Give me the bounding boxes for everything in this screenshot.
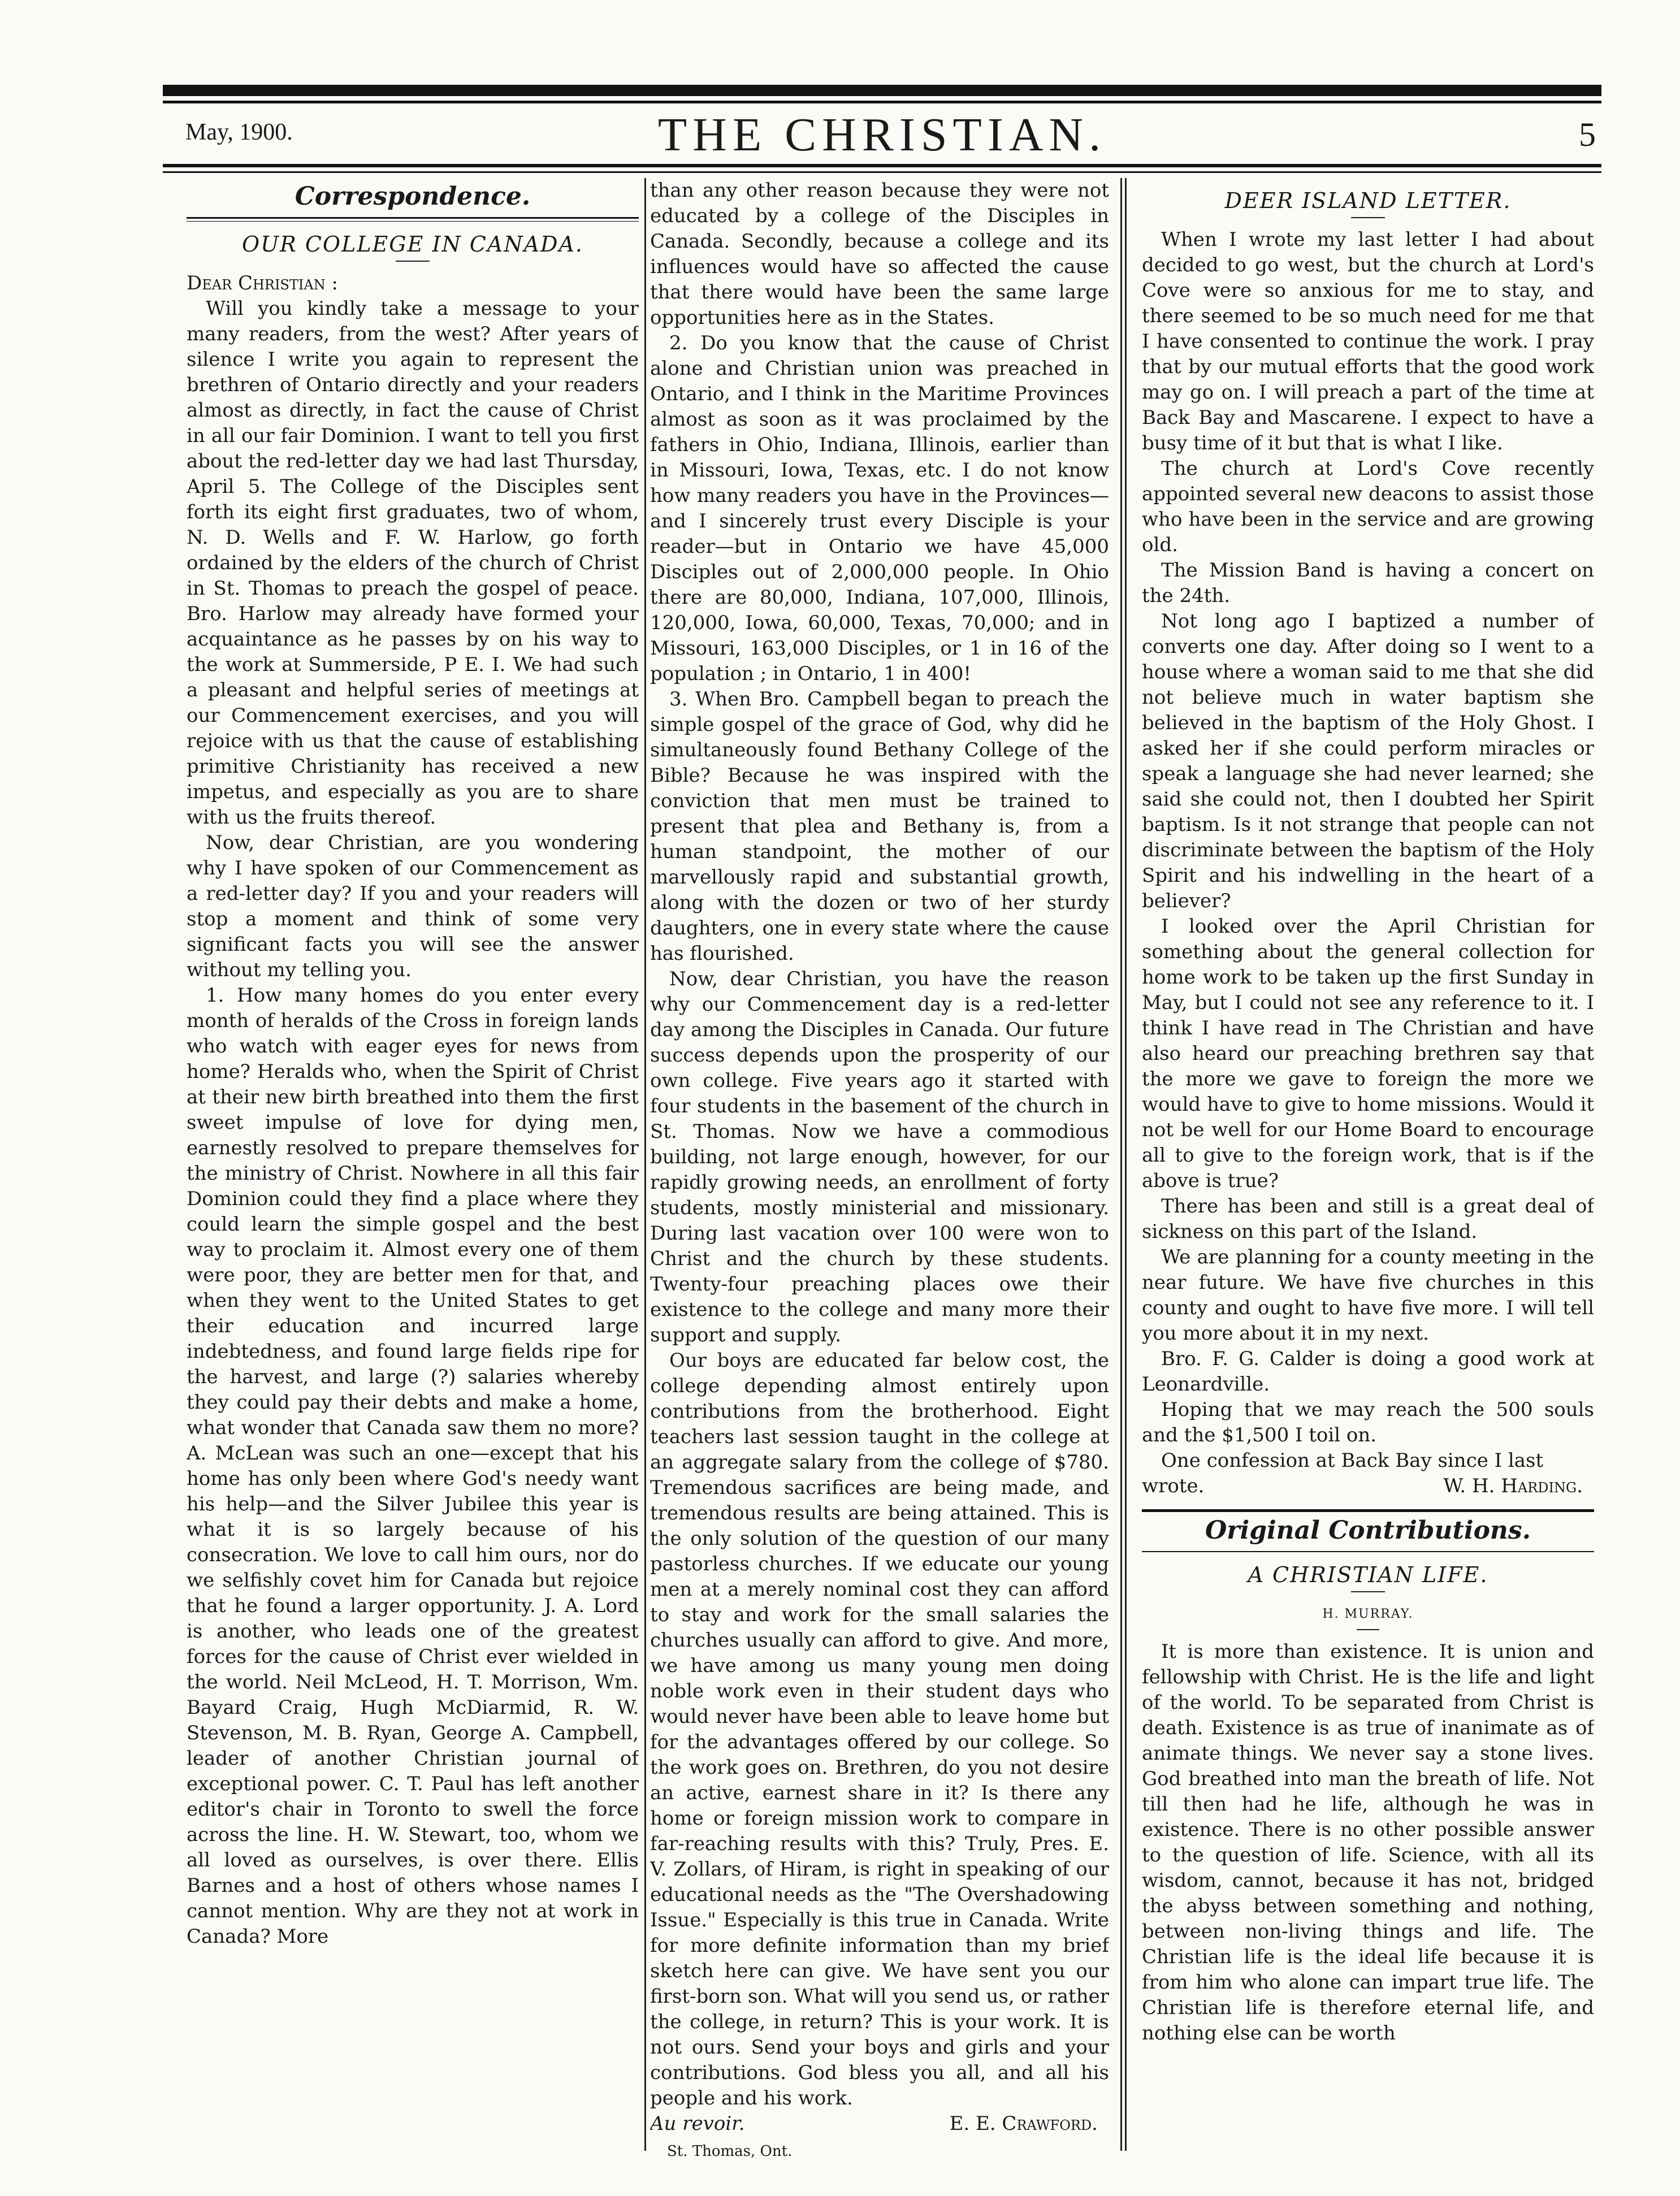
paragraph: Bro. F. G. Calder is doing a good work at Leonardville.: [1142, 1348, 1594, 1396]
signoff: Au revoir.: [650, 2112, 745, 2135]
author-dash: [1357, 1629, 1379, 1630]
paragraph: When I wrote my last letter I had about decided to go west, but the church at Lord's Cove were so anxious for me to stay, and there seemed to be so much need for me that I have consented to continue the work. I pray that by our mutual efforts that the good work may go on. I will preach a part of the time at Back Bay and Mascarene. I expect to have a busy time of it but that is what I like.: [1142, 228, 1594, 454]
article-author: H. MURRAY.: [1322, 1607, 1414, 1621]
paragraph: Now, dear Christian, are you wondering why I have spoken of our Commencement as a red-letter day? If you and your readers will stop a moment and think of some very significant facts you will see the answer without my telling you.: [187, 831, 639, 981]
article-title: A CHRISTIAN LIFE.: [1248, 1562, 1488, 1587]
paragraph: The church at Lord's Cove recently appointed several new deacons to assist those who have been in the service and are growing old.: [1142, 457, 1594, 556]
masthead-rule-thin: [163, 171, 1601, 173]
paragraph: Will you kindly take a message to your many readers, from the west? After years of silence I write you again to represent the brethren of Ontario directly and your readers almost as directly, in fact the cause of Christ in all our fair Dominion. I want to tell you first about the red-letter day we had last Thursday, April 5. The College of the Disciples sent forth its eight first graduates, two of whom, N. D. Wells and F. W. Harlow, go forth ordained by the elders of the church of Christ in St. Thomas to preach the gospel of peace. Bro. Harlow may already have formed your acquaintance as he passes by on his way to the work at Summerside, P E. I. We had such a pleasant and helpful series of meetings at our Commencement exercises, and you will rejoice with us that the cause of establishing primitive Christianity has received a new impetus, and especially as you are to share with us the fruits thereof.: [187, 297, 639, 829]
location: St. Thomas, Ont.: [667, 2143, 793, 2160]
paragraph: Our boys are educated far below cost, the college depending almost entirely upon contributions from the brotherhood. Eight teachers last session taught in the college at an aggregate salary from the college of $780. Tremendous sacrifices are being made, and tremendous results are being attained. This is the only solution of the question of our many pastorless churches. If we educate our young men at a merely nominal cost they can afford to stay and work for the small salaries the churches usually can afford to give. And more, we have among us many young men doing noble work even in their student days who would never have been able to leave home but for the advantages offered by our college. So the work goes on. Brethren, do you not desire an active, earnest share in it? Is there any home or foreign mission work to compare in far-reaching results with this? Truly, Pres. E. V. Zollars, of Hiram, is right in speaking of our educational needs as the "The Overshadowing Issue." Especially is this true in Canada. Write for more definite information than my brief sketch here can give. We have sent you our first-born son. What will you send us, or rather the college, in return? This is your work. It is not ours. Send your boys and girls and your contributions. God bless you all, and all his people and his work.: [650, 1349, 1109, 2110]
paragraph: than any other reason because they were not educated by a college of the Disciples in Canada. Secondly, because a college and its influences would have so affected the cause that there would have been the same large opportunities here as in the States.: [650, 179, 1109, 329]
section-rule-thick: [1142, 1509, 1594, 1512]
author-signature: E. E. Crawford.: [949, 2112, 1098, 2135]
paragraph: 2. Do you know that the cause of Christ alone and Christian union was preached in Ontario, and I think in the Maritime Provinces almost as soon as it was proclaimed by the fathers in Ohio, Indiana, Illinois, earlier than in Missouri, Iowa, Texas, etc. I do not know how many readers you have in the Provinces—and I sincerely trust every Disciple is your reader—but in Ontario we have 45,000 Disciples out of 2,000,000 people. In Ohio there are 80,000, Indiana, 107,000, Illinois, 120,000, Iowa, 60,000, Texas, 70,000; and in Missouri, 163,000 Disciples, or 1 in 16 of the population ; in Ontario, 1 in 400!: [650, 332, 1109, 685]
top-thin-rule: [163, 101, 1601, 103]
paragraph: Not long ago I baptized a number of converts one day. After doing so I went to a house where a woman said to me that she did not believe much in water baptism she believed in the baptism of the Holy Ghost. I asked her if she could perform miracles or speak a language she had never learned; she said she could not, then I doubted her Spirit baptism. Is it not strange that people can not discriminate between the baptism of the Holy Spirit and his indwelling in the heart of a believer?: [1142, 610, 1594, 912]
paragraph: 1. How many homes do you enter every month of heralds of the Cross in foreign lands who watch with eager eyes for news from home? Heralds who, when the Spirit of Christ at their new birth breathed into them the first sweet impulse of love for dying men, earnestly resolved to prepare themselves for the ministry of Christ. Nowhere in all this fair Dominion could they find a place where they could learn the simple gospel and the best way to proclaim it. Almost every one of them were poor, they are better men for that, and when they went to the United States to get their education and incurred large indebtedness, and found large fields ripe for the harvest, and large (?) salaries whereby they could pay their debts and make a home, what wonder that Canada saw them no more? A. McLean was such an one—except that his home has only been where God's needy want his help—and the Silver Jubilee this year is what it is so largely because of his consecration. We love to call him ours, nor do we selfishly covet him for Canada but rejoice that he found a larger opportunity. J. A. Lord is another, who leads one of the greatest forces for the cause of Christ ever wielded in the world. Neil McLeod, H. T. Morrison, Wm. Bayard Craig, Hugh McDiarmid, R. W. Stevenson, M. B. Ryan, George A. Campbell, leader of another Christian journal of exceptional power. C. T. Paul has left another editor's chair in Toronto to swell the force across the line. H. W. Stewart, too, whom we all loved as ourselves, is over there. Ellis Barnes and a host of others whose names I cannot mention. Why are they not at work in Canada? More: [187, 984, 639, 1948]
section-heading-original-contributions: Original Contributions.: [1205, 1516, 1531, 1545]
section-rule: [187, 217, 639, 222]
column-2: [650, 178, 1109, 2182]
paragraph: Hoping that we may reach the 500 souls and the $1,500 I toil on.: [1142, 1398, 1594, 1446]
column-divider-2: [1120, 178, 1122, 2151]
paragraph: We are planning for a county meeting in the near future. We have five churches in this county and ought to have five more. I will tell you more about it in my next.: [1142, 1246, 1594, 1345]
last-word: wrote.: [1142, 1475, 1205, 1497]
newspaper-title: THE CHRISTIAN.: [657, 109, 1107, 161]
paragraph: One confession at Back Bay since I last: [1161, 1449, 1544, 1472]
salutation: Dear Christian :: [187, 272, 339, 294]
masthead: [163, 107, 1601, 164]
title-dash: [1351, 217, 1385, 218]
article-title: OUR COLLEGE IN CANADA.: [241, 232, 584, 257]
top-thick-rule: [163, 85, 1601, 96]
masthead-rule: [163, 164, 1601, 167]
section-rule-thin: [1142, 1551, 1594, 1552]
paragraph: Now, dear Christian, you have the reason why our Commencement day is a red-letter day among the Disciples in Canada. Our future success depends upon the prosperity of our own college. Five years ago it started with four students in the basement of the church in St. Thomas. Now we have a commodious building, not large enough, however, for our rapidly growing needs, an enrollment of forty students, mostly ministerial and missionary. During last vacation over 100 were won to Christ and the church by these students. Twenty-four preaching places owe their existence to the college and many more their support and supply.: [650, 968, 1109, 1346]
page-number: 5: [1579, 116, 1596, 153]
issue-date: May, 1900.: [185, 119, 293, 145]
signature-line: [650, 2111, 1109, 2137]
signature-line: [1142, 1474, 1594, 1499]
title-dash: [1351, 1591, 1385, 1592]
column-divider-1: [644, 178, 646, 2151]
column-divider-2b: [1125, 178, 1127, 2151]
paragraph: I looked over the April Christian for something about the general collection for home work to be taken up the first Sunday in May, but I could not see any reference to it. I think I have read in The Christian and have also heard our preaching brethren say that the more we gave to foreign the more we would have to give to home missions. Would it not be well for our Home Board to encourage all to give to the foreign work, that is if the above is true?: [1142, 915, 1594, 1192]
paragraph: It is more than existence. It is union and fellowship with Christ. He is the life and light of the world. To be separated from Christ is death. Existence is as true of inanimate as of animate things. We never say a stone lives. God breathed into man the breath of life. Not till then had he life, although he was in existence. There is no other possible answer to the question of life. Science, with all its wisdom, cannot, because it has not, bridged the abyss between something and nothing, between non-living things and life. The Christian life is the ideal life because it is from him who alone can impart true life. The Christian life is therefore eternal life, and nothing else can be worth: [1142, 1640, 1594, 2045]
column-3: [1142, 178, 1594, 2182]
paragraph: 3. When Bro. Campbell began to preach the simple gospel of the grace of God, why did he simultaneously found Bethany College of the Bible? Because he was inspired with the conviction that men must be trained to present that plea and Bethany is, from a human standpoint, the mother of our marvellously rapid and substantial growth, along with the dozen or two of her sturdy daughters, one in every state where the cause has flourished.: [650, 688, 1109, 965]
paragraph: There has been and still is a great deal of sickness on this part of the Island.: [1142, 1195, 1594, 1243]
title-dash: [396, 261, 430, 262]
section-heading-correspondence: Correspondence.: [295, 182, 531, 211]
column-1: [187, 178, 639, 2182]
article-title: DEER ISLAND LETTER.: [1224, 188, 1512, 213]
author-signature: W. H. Harding.: [1443, 1475, 1583, 1497]
paragraph: The Mission Band is having a concert on the 24th.: [1142, 559, 1594, 607]
